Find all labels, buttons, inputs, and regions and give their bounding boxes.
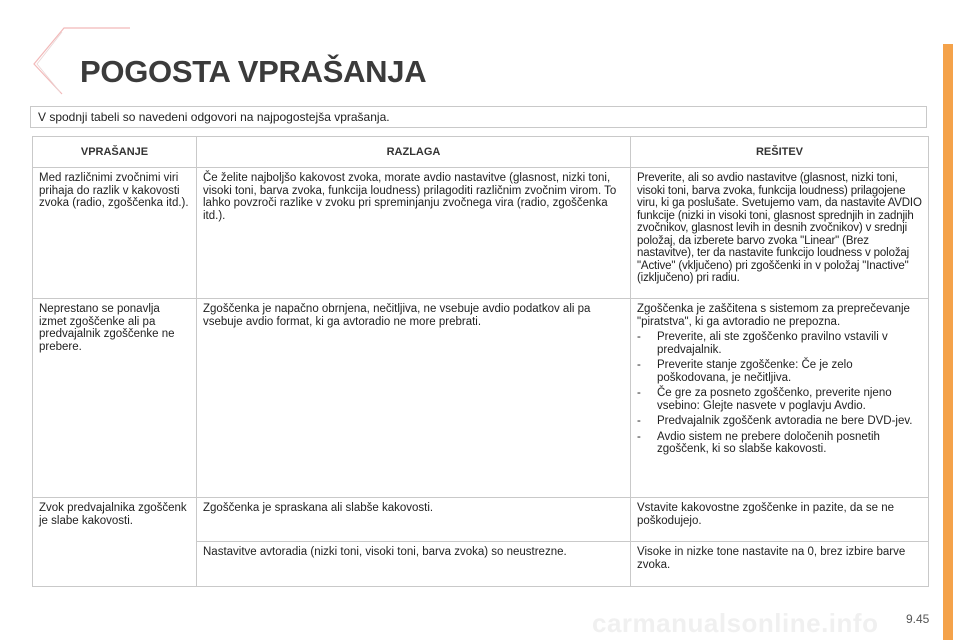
question-cell: Neprestano se ponavlja izmet zgoščenke ali pa predvajalnik zgoščenke ne prebere. [33, 299, 197, 498]
table-row [33, 168, 929, 299]
table-row [33, 498, 929, 542]
explanation-cell: Zgoščenka je spraskana ali slabše kakovosti. [197, 498, 631, 542]
solution-list [637, 331, 922, 456]
list-item-text: Predvajalnik zgoščenk avtoradia ne bere DVD-jev. [657, 415, 913, 427]
question-cell: Med različnimi zvočnimi viri prihaja do razlik v kakovosti zvoka (radio, zgoščenka itd.). [33, 168, 197, 299]
dash-bullet: - [637, 415, 641, 427]
table-header-row [33, 137, 929, 168]
list-item-text: Preverite stanje zgoščenke: Če je zelo poškodovana, je nečitljiva. [657, 359, 853, 384]
explanation-cell: Nastavitve avtoradia (nizki toni, visoki toni, barva zvoka) so neustrezne. [197, 542, 631, 587]
solution-cell [631, 299, 929, 498]
side-accent-bar [943, 44, 953, 640]
dash-bullet: - [637, 359, 641, 371]
list-item [637, 331, 922, 356]
page-number: 9.45 [906, 612, 930, 626]
solution-cell: Visoke in nizke tone nastavite na 0, brez izbire barve zvoka. [631, 542, 929, 587]
solution-cell: Vstavite kakovostne zgoščenke in pazite, da se ne poškodujejo. [631, 498, 929, 542]
dash-bullet: - [637, 430, 641, 443]
question-cell: Zvok predvajalnika zgoščenk je slabe kakovosti. [33, 498, 197, 587]
solution-intro: Zgoščenka je zaščitena s sistemom za preprečevanje "piratstva", ki ga avtoradio ne prepozna. [637, 303, 910, 328]
solution-cell: Preverite, ali so avdio nastavitve (glasnost, nizki toni, visoki toni, barva zvoka, funkcija loudness) prilagojene viru, ki ga poslušate. Svetujemo vam, da nastavite AVDIO funkcije (nizki in visoki toni, glasnost sprednjih in zadnjih zvočnikov, glasnost levih in desnih zvočnikov) v srednji položaj, da izberete barvo zvoka "Linear" (Brez nastavitve), ter da nastavite funkcijo loudness v položaj "Active" (vključeno) pri zgoščenki in v položaj "Inactive" (izključeno) pri radiu. [631, 168, 929, 299]
list-item [637, 431, 922, 456]
list-item [637, 415, 922, 428]
list-item [637, 387, 922, 412]
list-item [637, 359, 922, 384]
header-question: VPRAŠANJE [33, 137, 197, 168]
intro-text: V spodnji tabeli so navedeni odgovori na najpogostejša vprašanja. [30, 106, 927, 128]
dash-bullet: - [637, 331, 641, 343]
list-item-text: Avdio sistem ne prebere določenih posnetih zgoščenk, ki so slabše kakovosti. [657, 430, 880, 455]
dash-bullet: - [637, 387, 641, 399]
table-row [33, 299, 929, 498]
explanation-cell: Če želite najboljšo kakovost zvoka, morate avdio nastavitve (glasnost, nizki toni, visoki toni, barva zvoka, funkcija loudness) prilagoditi različnim zvočnim virom. To lahko povzroči razlike v zvoku pri spreminjanju zvočnega vira (radio, zgoščenka itd.). [197, 168, 631, 299]
list-item-text: Če gre za posneto zgoščenko, preverite njeno vsebino: Glejte nasvete v poglavju Avdio. [657, 387, 892, 412]
explanation-cell: Zgoščenka je napačno obrnjena, nečitljiva, ne vsebuje avdio podatkov ali pa vsebuje avdio format, ki ga avtoradio ne more prebrati. [197, 299, 631, 498]
list-item-text: Preverite, ali ste zgoščenko pravilno vstavili v predvajalnik. [657, 331, 888, 356]
header-explanation: RAZLAGA [197, 137, 631, 168]
page-title: POGOSTA VPRAŠANJA [80, 54, 427, 89]
header-solution: REŠITEV [631, 137, 929, 168]
faq-table [32, 136, 929, 587]
watermark: carmanualsonline.info [592, 608, 879, 638]
